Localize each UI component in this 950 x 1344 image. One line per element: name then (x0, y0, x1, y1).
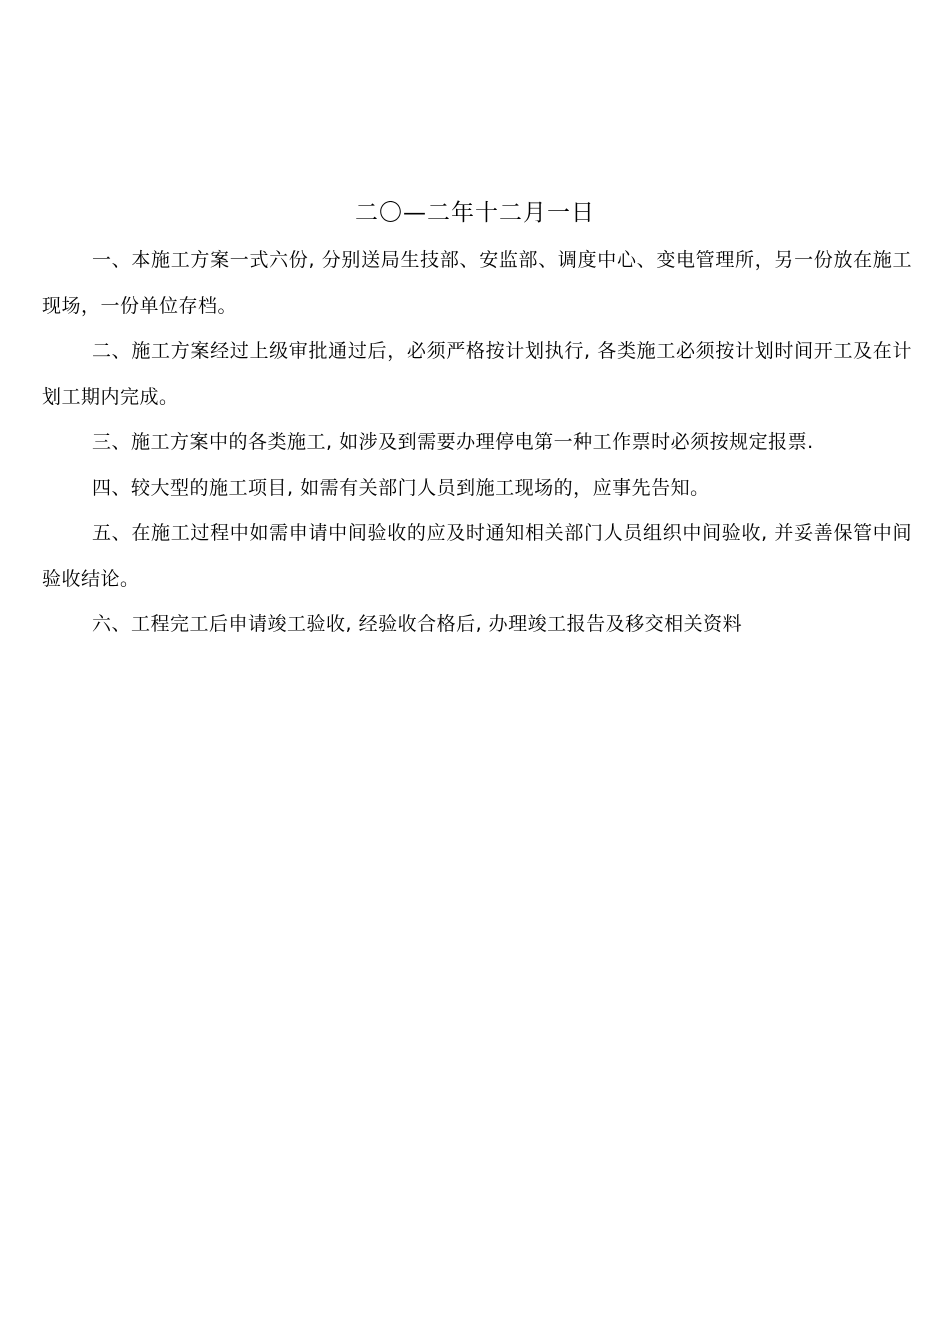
clause-1: 一、本施工方案一式六份, 分别送局生技部、安监部、调度中心、变电管理所，另一份放在施工现场，一份单位存档。 (42, 249, 912, 317)
document-date: 二〇—二年十二月一日 (355, 200, 595, 226)
clause-3: 三、施工方案中的各类施工, 如涉及到需要办理停电第一种工作票时必须按规定报票. (92, 431, 814, 453)
clause-2: 二、施工方案经过上级审批通过后，必须严格按计划执行, 各类施工必须按计划时间开工及在计划工期内完成。 (42, 340, 912, 408)
clause-6: 六、工程完工后申请竣工验收, 经验收合格后, 办理竣工报告及移交相关资料 (92, 613, 743, 635)
clause-4: 四、较大型的施工项目, 如需有关部门人员到施工现场的，应事先告知。 (92, 476, 710, 499)
clause-5: 五、在施工过程中如需申请中间验收的应及时通知相关部门人员组织中间验收, 并妥善保管中间验收结论。 (42, 522, 912, 590)
clause-list (42, 238, 912, 648)
